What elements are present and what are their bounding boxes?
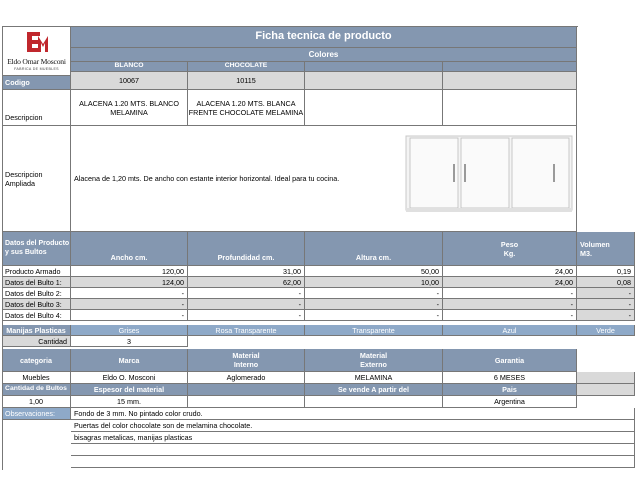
dims-header-volumen bbox=[577, 232, 635, 266]
dims-row-peso: 24,00 bbox=[443, 277, 577, 288]
dims-row-label: Datos del Bulto 3: bbox=[2, 299, 71, 310]
dims-row-ancho: - bbox=[71, 310, 188, 321]
dims-header-profundidad: Profundidad cm. bbox=[188, 232, 305, 266]
dims-row-vol: 0,08 bbox=[577, 277, 635, 288]
dims-row-label: Datos del Bulto 1: bbox=[2, 277, 71, 288]
dims-header-altura: Altura cm. bbox=[305, 232, 443, 266]
manijas-cantidad: 3 bbox=[71, 336, 188, 347]
material-interno-value: Aglomerado bbox=[188, 372, 305, 384]
observacion-line-empty bbox=[71, 456, 635, 468]
dims-row-alto: - bbox=[305, 310, 443, 321]
desc-ampliada-label-line: Descripcion bbox=[5, 169, 43, 179]
dims-row-alto: 50,00 bbox=[305, 266, 443, 277]
material-interno-header-line: Material bbox=[232, 351, 260, 360]
material-externo-header bbox=[305, 349, 443, 372]
manijas-cantidad-label: Cantidad bbox=[2, 336, 71, 347]
espesor-value: 15 mm. bbox=[71, 396, 188, 408]
manija-option: Rosa Transparente bbox=[188, 325, 305, 336]
garantia-header: Garantia bbox=[443, 349, 577, 372]
observaciones-label: Observaciones: bbox=[2, 408, 71, 420]
marca-value: Eldo O. Mosconi bbox=[71, 372, 188, 384]
observacion-line: Fondo de 3 mm. No pintado color crudo. bbox=[71, 408, 635, 420]
descripcion-chocolate bbox=[188, 90, 305, 126]
dims-row-peso: - bbox=[443, 310, 577, 321]
dims-row-vol: - bbox=[577, 299, 635, 310]
garantia-value: 6 MESES bbox=[443, 372, 577, 384]
pais-header-extra bbox=[577, 384, 635, 396]
material-interno-header bbox=[188, 349, 305, 372]
dims-row-vol: - bbox=[577, 288, 635, 299]
observacion-line-empty bbox=[71, 444, 635, 456]
dims-row-peso: - bbox=[443, 288, 577, 299]
dims-row-peso: 24,00 bbox=[443, 266, 577, 277]
material-externo-value: MELAMINA bbox=[305, 372, 443, 384]
pais-value: Argentina bbox=[443, 396, 577, 408]
dims-header-ancho: Ancho cm. bbox=[71, 232, 188, 266]
descripcion-line: ALACENA 1.20 MTS. BLANCO bbox=[79, 98, 179, 108]
descripcion-empty bbox=[305, 90, 443, 126]
dims-header-label-line: y sus Bultos bbox=[5, 248, 47, 256]
color-name-empty bbox=[305, 62, 443, 72]
product-image bbox=[404, 134, 574, 214]
marca-header: Marca bbox=[71, 349, 188, 372]
color-name-chocolate: CHOCOLATE bbox=[188, 62, 305, 72]
dims-row-label: Datos del Bulto 4: bbox=[2, 310, 71, 321]
codigo-chocolate: 10115 bbox=[188, 72, 305, 90]
sheet-title: Ficha tecnica de producto bbox=[71, 26, 577, 48]
dims-header-label bbox=[2, 232, 71, 266]
cantidad-bultos-value: 1,00 bbox=[2, 396, 71, 408]
manijas-label: Manijas Plasticas bbox=[2, 325, 71, 336]
dims-row-prof: 62,00 bbox=[188, 277, 305, 288]
bultos-header-empty bbox=[188, 384, 305, 396]
dims-row-vol: 0,19 bbox=[577, 266, 635, 277]
desc-ampliada-label bbox=[2, 126, 71, 232]
cantidad-bultos-header: Cantidad de Bultos bbox=[2, 384, 71, 396]
color-name-blanco: BLANCO bbox=[71, 62, 188, 72]
observacion-line: bisagras metalicas, manijas plasticas bbox=[71, 432, 635, 444]
dims-row-label: Producto Armado bbox=[2, 266, 71, 277]
dims-header-volumen-line: M3. bbox=[580, 248, 592, 258]
dims-row-alto: - bbox=[305, 299, 443, 310]
dims-row-ancho: 120,00 bbox=[71, 266, 188, 277]
logo-brand-name: Eldo Omar Mosconi bbox=[7, 57, 66, 66]
material-externo-header-line: Material bbox=[359, 351, 388, 360]
manija-option: Verde bbox=[577, 325, 635, 336]
dims-row-prof: 31,00 bbox=[188, 266, 305, 277]
manija-option: Transparente bbox=[305, 325, 443, 336]
bultos-value-empty bbox=[188, 396, 305, 408]
dims-row-vol: - bbox=[577, 310, 635, 321]
dims-row-prof: - bbox=[188, 310, 305, 321]
desc-ampliada-label-line: Ampliada bbox=[5, 178, 35, 188]
colors-header: Colores bbox=[71, 48, 577, 62]
brand-logo-icon bbox=[24, 30, 52, 54]
dims-row-label: Datos del Bulto 2: bbox=[2, 288, 71, 299]
dims-header-peso-line: Kg. bbox=[503, 248, 516, 258]
descripcion-empty bbox=[443, 90, 577, 126]
manija-option: Azul bbox=[443, 325, 577, 336]
manija-option: Grises bbox=[71, 325, 188, 336]
descripcion-line: FRENTE CHOCOLATE MELAMINA bbox=[188, 107, 304, 117]
espesor-header: Espesor del material bbox=[71, 384, 188, 396]
codigo-empty bbox=[305, 72, 443, 90]
dims-header-volumen-line: Volumen bbox=[580, 239, 610, 249]
dims-header-peso-line: Peso bbox=[500, 239, 519, 249]
desc-ampliada-text: Alacena de 1,20 mts. De ancho con estante interior horizontal. Ideal para tu cocina. bbox=[74, 174, 340, 183]
logo-tagline: FABRICA DE MUEBLES bbox=[14, 67, 59, 71]
logo bbox=[2, 26, 71, 76]
venta-value bbox=[305, 396, 443, 408]
dims-row-ancho: 124,00 bbox=[71, 277, 188, 288]
codigo-blanco: 10067 bbox=[71, 72, 188, 90]
pais-header: Pais bbox=[443, 384, 577, 396]
color-name-empty bbox=[443, 62, 577, 72]
dims-row-alto: - bbox=[305, 288, 443, 299]
dims-row-peso: - bbox=[443, 299, 577, 310]
codigo-empty bbox=[443, 72, 577, 90]
material-externo-header-line: Externo bbox=[360, 360, 387, 369]
dims-header-label-line: Datos del Producto bbox=[5, 239, 70, 247]
dims-row-prof: - bbox=[188, 299, 305, 310]
venta-header: Se vende A partir del bbox=[305, 384, 443, 396]
dims-row-alto: 10,00 bbox=[305, 277, 443, 288]
codigo-label: Codigo bbox=[2, 76, 71, 90]
descripcion-line: ALACENA 1.20 MTS. BLANCA bbox=[196, 98, 296, 108]
garantia-extra bbox=[577, 372, 635, 384]
categoria-header: categoria bbox=[2, 349, 71, 372]
descripcion-label: Descripcion bbox=[2, 90, 71, 126]
material-interno-header-line: Interno bbox=[233, 360, 259, 369]
dims-header-peso bbox=[443, 232, 577, 266]
descripcion-line: MELAMINA bbox=[110, 107, 148, 117]
categoria-value: Muebles bbox=[2, 372, 71, 384]
dims-row-prof: - bbox=[188, 288, 305, 299]
dims-row-ancho: - bbox=[71, 299, 188, 310]
observacion-line: Puertas del color chocolate son de melamina chocolate. bbox=[71, 420, 635, 432]
dims-row-ancho: - bbox=[71, 288, 188, 299]
descripcion-blanco bbox=[71, 90, 188, 126]
